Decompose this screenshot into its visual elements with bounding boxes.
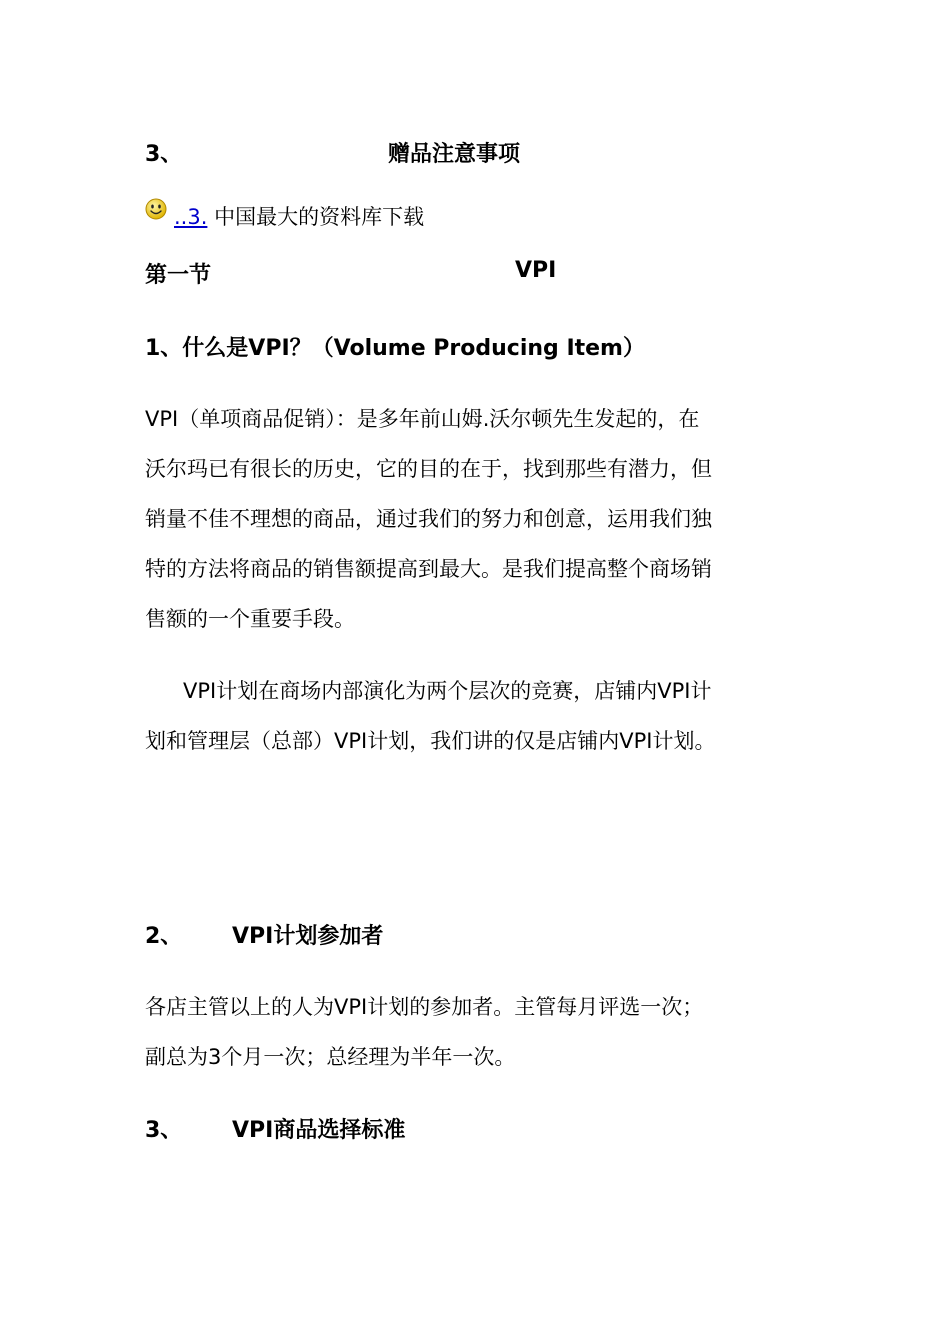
selection-heading-number: 3、 — [145, 1118, 183, 1143]
para1-line: 售额的一个重要手段。 — [145, 607, 355, 631]
para3-line: 各店主管以上的人为VPI计划的参加者。主管每月评选一次； — [145, 995, 704, 1019]
para1-line: 销量不佳不理想的商品，通过我们的努力和创意，运用我们独 — [145, 507, 712, 531]
question1-heading: 1、什么是VPI？（Volume Producing Item） — [145, 336, 645, 361]
download-text: 中国最大的资料库下载 — [207, 205, 425, 229]
download-line — [174, 201, 424, 231]
para1-line: 沃尔玛已有很长的历史，它的目的在于，找到那些有潜力，但 — [145, 457, 712, 481]
section1-title: VPI — [515, 258, 557, 283]
smiley-icon — [145, 198, 167, 220]
section1-label: 第一节 — [145, 263, 212, 288]
para2-line: VPI计划在商场内部演化为两个层次的竞赛，店铺内VPI计 — [183, 679, 712, 703]
para1-line: VPI（单项商品促销）：是多年前山姆.沃尔顿先生发起的，在 — [145, 407, 700, 431]
selection-heading-title: VPI商品选择标准 — [232, 1118, 406, 1143]
participants-heading-title: VPI计划参加者 — [232, 924, 384, 949]
gift-heading-title: 赠品注意事项 — [388, 142, 521, 167]
download-link[interactable]: ..3. — [174, 205, 208, 229]
participants-heading-number: 2、 — [145, 924, 183, 949]
para1-line: 特的方法将商品的销售额提高到最大。是我们提高整个商场销 — [145, 557, 712, 581]
gift-heading-number: 3、 — [145, 142, 183, 167]
para2-line: 划和管理层（总部）VPI计划，我们讲的仅是店铺内VPI计划。 — [145, 729, 716, 753]
para3-line: 副总为3个月一次；总经理为半年一次。 — [145, 1045, 516, 1069]
